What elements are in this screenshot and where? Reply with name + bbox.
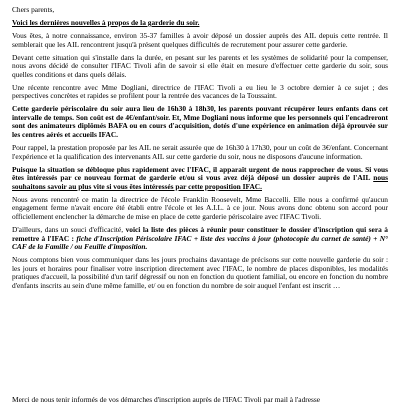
urgent-text: Puisque la situation se débloque plus rapidement avec l'IFAC, il apparaît urgent de nous rapprocher de vous. Si vous êtes intéressés par ce nouveau format de garderie et/ou si vous avez déjà déposé un dossier auprès de l'AIL <box>12 164 388 183</box>
paragraph-urgent <box>12 166 388 192</box>
paragraph-meeting: Une récente rencontre avec Mme Dogliani, directrice de l'IFAC Tivoli a eu lieu le 3 octobre dernier à ce sujet ; des perspectives concrètes et rapides se profilent pour la rentrée des vacances de la Toussaint. <box>12 82 388 101</box>
urgent-underlined: nous souhaitons savoir au plus vite si vous êtes intéressés par cette proposition IFAC. <box>12 173 388 191</box>
closing-text: Merci de nous tenir informés de vos démarches d'inscription auprès de l'IFAC Tivoli par mail à l'adresse <box>12 396 321 404</box>
paragraph-closing-cut <box>12 396 388 405</box>
documents-heading: voici la liste des pièces à réunir pour constituer le dossier d'inscription qui sera à remettre à l'IFAC : <box>12 224 389 243</box>
documents-intro: D'ailleurs, dans un souci d'efficacité, <box>12 224 126 234</box>
paragraph-school-director: Nous avons rencontré ce matin la directrice de l'école Franklin Roosevelt, Mme Baccelli. Elle nous a confirmé qu'aucun engagement ferme n'avait encore été établi entre l'école et les A.I.L. à ce jour. Nous avons donc obtenu son accord pour officiellement enclencher la démarche de mise en place de cette garderie périscolaire avec l'IFAC Tivoli. <box>12 194 388 221</box>
salutation: Chers parents, <box>12 5 55 14</box>
paragraph-ifac-offer: Cette garderie périscolaire du soir aura lieu de 16h30 à 18h30, les parents pouvant récupérer leurs enfants dans cet intervalle de temps. Son coût est de 4€/enfant/soir. Et, Mme Dogliani nous informe que les personnels qui l'encadreront sont des animateurs diplômés BAFA ou en cours d'acquisition, dotés d'une expérience en animation déjà éprouvée sur les centres aérés et accueils IFAC. <box>12 104 388 140</box>
paragraph-situation: Devant cette situation qui s'installe dans la durée, en pesant sur les parents et les systèmes de solidarité pour la compenser, nous avons décidé de consulter l'IFAC Tivoli afin de savoir si elle était en mesure d'effectuer cette garderie du soir, sous quelles conditions et dans quels délais. <box>12 52 388 79</box>
paragraph-next-steps: Nous comptons bien vous communiquer dans les jours prochains davantage de précisons sur cette nouvelle garderie du soir : les jours et horaires pour finaliser votre inscription directement avec l'IFAC, le nombre de places disponibles, les modalités pratiques d'accueil, la possibilité d'un tarif dégressif ou non en fonction du quotient familial, ou encore en fonction du nombre d'enfants inscrits au sein d'une même famille, et/ ou en fonction du nombre de soir auquel l'enfant est inscrit … <box>12 255 388 290</box>
paragraph-documents <box>12 226 388 252</box>
paragraph-families: Vous êtes, à notre connaissance, environ 35-37 familles à avoir déposé un dossier auprès des AIL depuis cette rentrée. Il semblerait que les AIL rencontrent jusqu'à présent quelques difficultés de recrutement pour assurer cette garderie. <box>12 30 388 49</box>
news-heading: Voici les dernières nouvelles à propos de la garderie du soir. <box>12 17 200 27</box>
paragraph-ail-reminder: Pour rappel, la prestation proposée par les AIL ne serait assurée que de 16h30 à 17h30, pour un coût de 3€/enfant. Concernant l'expérience et la qualification des intervenants AIL sur cette garderie du soir, nous ne disposons d'aucune information. <box>12 143 388 161</box>
documents-list: fiche d'Inscription Périscolaire IFAC + liste des vaccins à jour (photocopie du carnet de santé) + N° CAF de la Famille / ou Feuille d'imposition. <box>12 233 388 252</box>
